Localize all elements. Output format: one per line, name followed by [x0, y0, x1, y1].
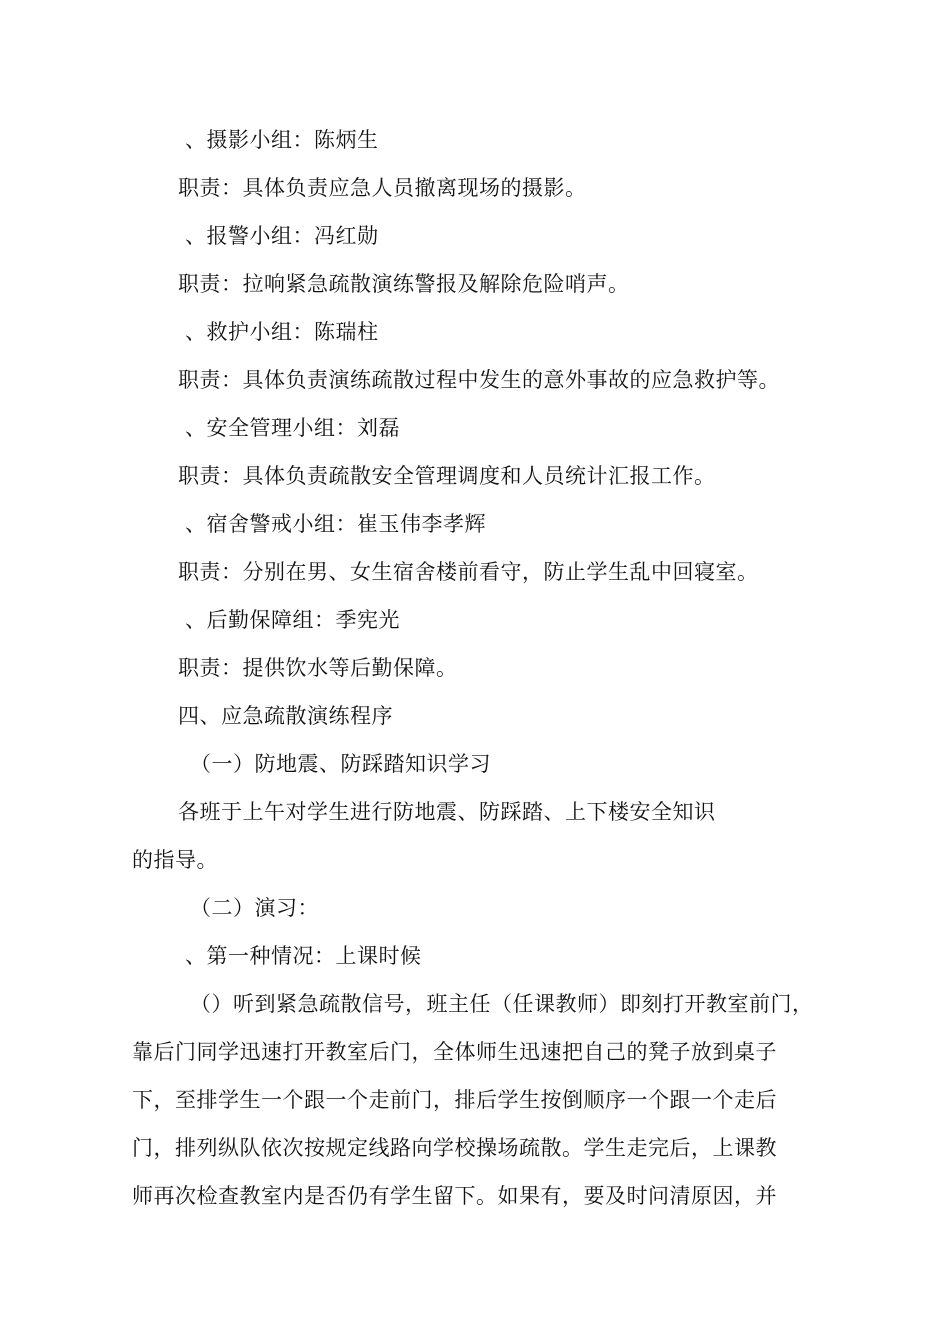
- text-line: 、报警小组：冯红勋: [185, 224, 379, 248]
- text-line: 、摄影小组：陈炳生: [185, 128, 379, 152]
- text-line: 职责：拉响紧急疏散演练警报及解除危险哨声。: [178, 272, 630, 296]
- text-line: 下，至排学生一个跟一个走前门，排后学生按倒顺序一个跟一个走后: [132, 1088, 777, 1112]
- text-line: 、救护小组：陈瑞柱: [185, 320, 379, 344]
- text-line: 、宿舍警戒小组：崔玉伟李孝辉: [185, 512, 486, 536]
- subsection-heading: （二）演习：: [190, 896, 319, 920]
- text-line: 职责：提供饮水等后勤保障。: [178, 656, 458, 680]
- text-line: 靠后门同学迅速打开教室后门，全体师生迅速把自己的凳子放到桌子: [132, 1040, 777, 1064]
- text-line: 的指导。: [132, 848, 218, 872]
- text-line: 、后勤保障组：季宪光: [185, 608, 400, 632]
- text-line: 师再次检查教室内是否仍有学生留下。如果有，要及时问清原因，并: [132, 1184, 777, 1208]
- text-line: 、安全管理小组：刘磊: [185, 416, 400, 440]
- subsection-heading: （一）防地震、防踩踏知识学习: [190, 752, 491, 776]
- text-line: 、第一种情况：上课时候: [185, 944, 422, 968]
- text-line: 门，排列纵队依次按规定线路向学校操场疏散。学生走完后，上课教: [132, 1136, 777, 1160]
- text-line: 职责：具体负责演练疏散过程中发生的意外事故的应急救护等。: [178, 368, 780, 392]
- text-line: 职责：分别在男、女生宿舍楼前看守，防止学生乱中回寝室。: [178, 560, 759, 584]
- text-line: （）听到紧急疏散信号，班主任（任课教师）即刻打开教室前门，: [190, 992, 814, 1016]
- section-heading: 四、应急疏散演练程序: [178, 704, 393, 728]
- text-line: 各班于上午对学生进行防地震、防踩踏、上下楼安全知识: [178, 800, 716, 824]
- text-line: 职责：具体负责应急人员撤离现场的摄影。: [178, 176, 587, 200]
- text-line: 职责：具体负责疏散安全管理调度和人员统计汇报工作。: [178, 464, 716, 488]
